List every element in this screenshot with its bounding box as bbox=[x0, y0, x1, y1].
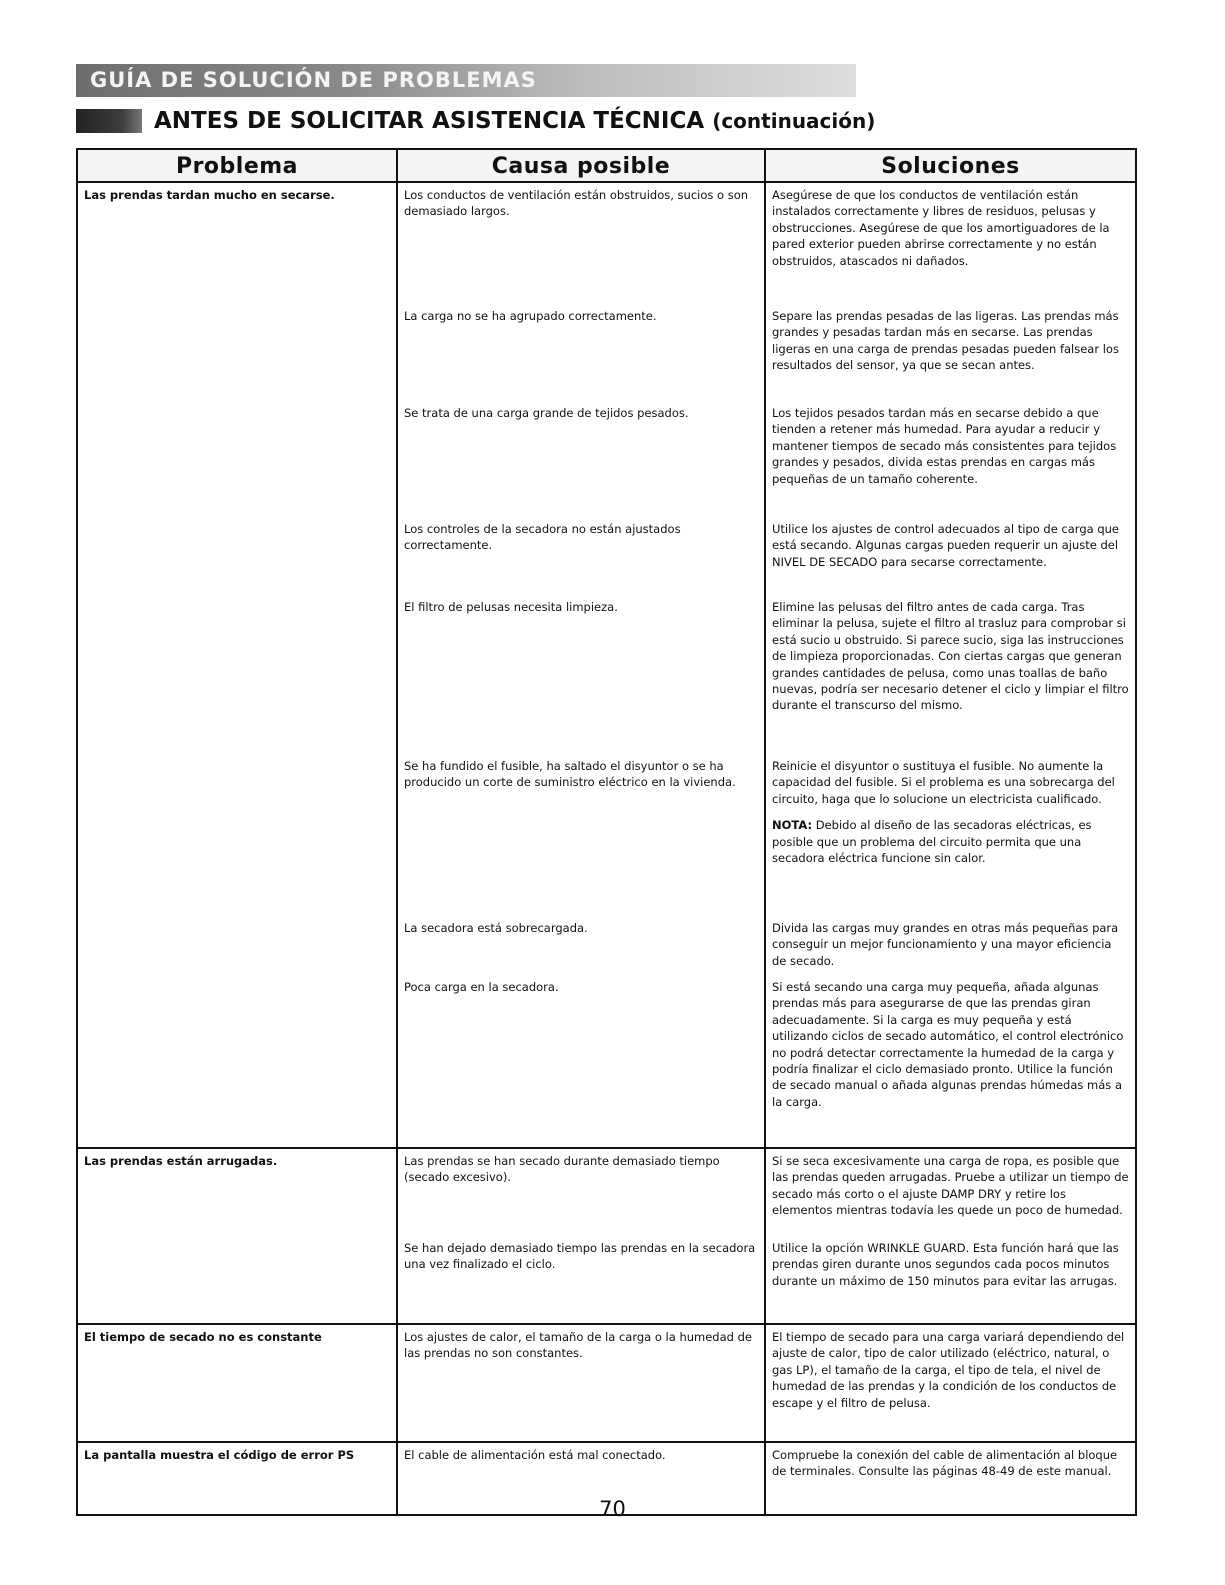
solution-entry bbox=[772, 979, 1129, 1143]
solution-entry bbox=[772, 920, 1129, 979]
problem-cell: La pantalla muestra el código de error PS bbox=[77, 1442, 397, 1515]
solution-text: Reinicie el disyuntor o sustituya el fusible. No aumente la capacidad del fusible. Si el problema es una sobrecarga del circuito, haga que lo solucione un electricista cualificado. bbox=[772, 759, 1115, 806]
solution-entry bbox=[772, 308, 1129, 405]
cause-text: Los ajustes de calor, el tamaño de la carga o la humedad de las prendas no son constantes. bbox=[404, 1330, 752, 1361]
problem-cell: El tiempo de secado no es constante bbox=[77, 1324, 397, 1442]
solution-entry bbox=[772, 758, 1129, 920]
cause-text: Los controles de la secadora no están ajustados correctamente. bbox=[404, 522, 681, 553]
solution-text: Compruebe la conexión del cable de alimentación al bloque de terminales. Consulte las páginas 48-49 de este manual. bbox=[772, 1448, 1118, 1479]
header-solutions: Soluciones bbox=[765, 149, 1136, 182]
cause-text: La carga no se ha agrupado correctamente. bbox=[404, 309, 657, 323]
solution-entry bbox=[772, 187, 1129, 308]
cause-cell bbox=[397, 1148, 765, 1324]
note-text: Debido al diseño de las secadoras eléctricas, es posible que un problema del circuito permita que una secadora eléctrica funcione sin calor. bbox=[772, 818, 1092, 866]
cause-text: El cable de alimentación está mal conectado. bbox=[404, 1448, 666, 1462]
solution-entry bbox=[772, 521, 1129, 599]
table-row bbox=[77, 1324, 1136, 1442]
solution-text: Elimine las pelusas del filtro antes de cada carga. Tras eliminar la pelusa, sujete el filtro al trasluz para comprobar si está sucio u obstruido. Si parece sucio, siga las instrucciones de limpieza proporcionadas. Con ciertas cargas que generan grandes cantidades de pelusa, como unas toallas de baño nuevas, podría ser necesario detener el ciclo y limpiar el filtro durante el transcurso del mismo. bbox=[772, 600, 1129, 713]
cause-cell bbox=[397, 182, 765, 1148]
solution-text: Utilice la opción WRINKLE GUARD. Esta función hará que las prendas giren durante unos segundos cada pocos minutos durante un máximo de 150 minutos para evitar las arrugas. bbox=[772, 1241, 1119, 1288]
solution-text: Asegúrese de que los conductos de ventilación están instalados correctamente y libres de residuos, pelusas y obstrucciones. Asegúrese de que los amortiguadores de la pared exterior pueden abrirse correctamente y no están obstruidos, atascados ni dañados. bbox=[772, 188, 1110, 268]
solution-text: Los tejidos pesados tardan más en secarse debido a que tienden a retener más humedad. Para ayudar a reducir y mantener tiempos de secado más consistentes para tejidos grandes y pesados, divida estas prendas en cargas más pequeñas de un tamaño coherente. bbox=[772, 406, 1117, 486]
heading-title bbox=[154, 108, 875, 134]
cause-text: Se ha fundido el fusible, ha saltado el disyuntor o se ha producido un corte de suministro eléctrico en la vivienda. bbox=[404, 759, 736, 790]
note-label: NOTA: bbox=[772, 818, 813, 833]
table-row bbox=[77, 1148, 1136, 1324]
solution-entry bbox=[772, 1153, 1129, 1240]
heading-marker bbox=[76, 109, 142, 133]
cause-cell bbox=[397, 1324, 765, 1442]
solution-text: Divida las cargas muy grandes en otras más pequeñas para conseguir un mejor funcionamiento y una mayor eficiencia de secado. bbox=[772, 921, 1119, 968]
solution-entry bbox=[772, 405, 1129, 521]
solution-cell bbox=[765, 1148, 1136, 1324]
page-number: 70 bbox=[599, 1497, 626, 1521]
solution-cell bbox=[765, 1324, 1136, 1442]
note-paragraph bbox=[772, 817, 1129, 866]
section-banner bbox=[76, 64, 856, 97]
solution-cell bbox=[765, 182, 1136, 1148]
solution-text: Si está secando una carga muy pequeña, añada algunas prendas más para asegurarse de que las prendas giran adecuadamente. Si la carga es muy pequeña y está utilizando ciclos de secado automático, el control electrónico no podrá detectar correctamente la humedad de la carga y podría finalizar el ciclo demasiado pronto. Utilice la función de secado manual o añada algunas prendas húmedas más a la carga. bbox=[772, 980, 1124, 1109]
header-problem: Problema bbox=[77, 149, 397, 182]
heading-main: ANTES DE SOLICITAR ASISTENCIA TÉCNICA bbox=[154, 108, 705, 134]
solution-entry bbox=[772, 599, 1129, 758]
solution-text: Utilice los ajustes de control adecuados al tipo de carga que está secando. Algunas cargas pueden requerir un ajuste del NIVEL DE SECADO para secarse correctamente. bbox=[772, 522, 1119, 569]
solution-text: Si se seca excesivamente una carga de ropa, es posible que las prendas queden arrugadas. Pruebe a utilizar un tiempo de secado más corto o el ajuste DAMP DRY y retire los elementos mientras todavía les quede un poco de humedad. bbox=[772, 1154, 1129, 1218]
solution-entry bbox=[772, 1240, 1129, 1319]
problem-cell: Las prendas están arrugadas. bbox=[77, 1148, 397, 1324]
cause-text: Se trata de una carga grande de tejidos pesados. bbox=[404, 406, 689, 420]
table-body bbox=[77, 182, 1136, 1515]
table-row bbox=[77, 182, 1136, 1148]
cause-text: Se han dejado demasiado tiempo las prendas en la secadora una vez finalizado el ciclo. bbox=[404, 1241, 756, 1272]
solution-entry bbox=[772, 1329, 1129, 1437]
section-heading bbox=[76, 106, 875, 136]
cause-text: La secadora está sobrecargada. bbox=[404, 921, 588, 935]
cause-text: El filtro de pelusas necesita limpieza. bbox=[404, 600, 618, 614]
cause-text: Los conductos de ventilación están obstruidos, sucios o son demasiado largos. bbox=[404, 188, 749, 219]
heading-continuation: (continuación) bbox=[712, 109, 876, 133]
solution-text: Separe las prendas pesadas de las ligeras. Las prendas más grandes y pesadas tardan más en secarse. Las prendas ligeras en una carga de prendas pesadas pueden falsear los resultados del sensor, ya que se secan antes. bbox=[772, 309, 1119, 373]
solution-text: El tiempo de secado para una carga variará dependiendo del ajuste de calor, tipo de calor utilizado (eléctrico, natural, o gas LP), el tamaño de la carga, el tipo de tela, el nivel de humedad de las prendas y la condición de los conductos de escape y el filtro de pelusa. bbox=[772, 1330, 1125, 1410]
troubleshooting-table bbox=[76, 148, 1137, 1516]
cause-text: Las prendas se han secado durante demasiado tiempo (secado excesivo). bbox=[404, 1154, 720, 1185]
banner-title: GUÍA DE SOLUCIÓN DE PROBLEMAS bbox=[90, 68, 537, 92]
header-cause: Causa posible bbox=[397, 149, 765, 182]
problem-cell: Las prendas tardan mucho en secarse. bbox=[77, 182, 397, 1148]
cause-text: Poca carga en la secadora. bbox=[404, 980, 559, 994]
table-header-row bbox=[77, 149, 1136, 182]
